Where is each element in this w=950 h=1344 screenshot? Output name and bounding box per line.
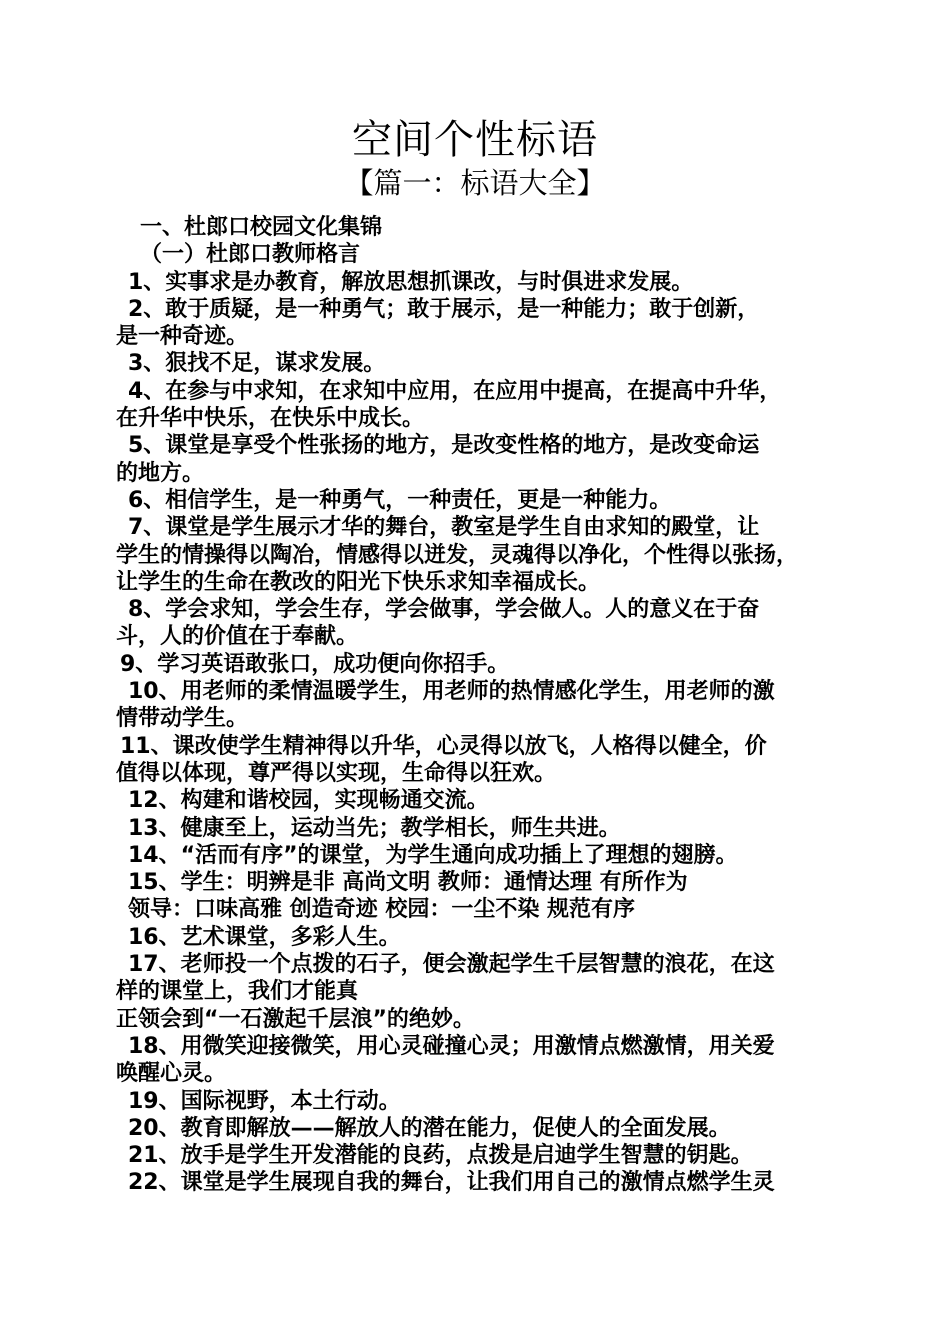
text-line: 21、放手是学生开发潜能的良药，点拨是启迪学生智慧的钥匙。 bbox=[128, 1143, 753, 1169]
text-line: 8、学会求知，学会生存，学会做事，学会做人。人的意义在于奋 bbox=[128, 597, 760, 623]
text-line: 正领会到“一石激起千层浪”的绝妙。 bbox=[116, 1006, 475, 1032]
text-line: 20、教育即解放——解放人的潜在能力，促使人的全面发展。 bbox=[128, 1115, 731, 1141]
text-line: 13、健康至上，运动当先；教学相长，师生共进。 bbox=[128, 815, 621, 841]
text-line: 的地方。 bbox=[116, 460, 205, 486]
text-line: 16、艺术课堂，多彩人生。 bbox=[128, 924, 401, 950]
text-line: 14、“活而有序”的课堂，为学生通向成功插上了理想的翅膀。 bbox=[128, 842, 738, 868]
text-line: 唤醒心灵。 bbox=[116, 1061, 227, 1087]
text-line: 4、在参与中求知，在求知中应用，在应用中提高，在提高中升华， bbox=[128, 378, 782, 404]
text-line: 学生的情操得以陶冶，情感得以迸发，灵魂得以净化，个性得以张扬， bbox=[116, 542, 799, 568]
text-line: 斗，人的价值在于奉献。 bbox=[116, 624, 359, 650]
text-line: 15、学生：明辨是非 高尚文明 教师：通情达理 有所作为 bbox=[128, 870, 688, 896]
text-line: 在升华中快乐，在快乐中成长。 bbox=[116, 406, 425, 432]
text-line: 情带动学生。 bbox=[116, 706, 249, 732]
text-line: 5、课堂是享受个性张扬的地方，是改变性格的地方，是改变命运 bbox=[128, 433, 760, 459]
text-line: 17、老师投一个点拨的石子，便会激起学生千层智慧的浪花，在这 bbox=[128, 952, 775, 978]
text-line: 19、国际视野，本土行动。 bbox=[128, 1088, 401, 1114]
text-line: 1、实事求是办教育，解放思想抓课改，与时俱进求发展。 bbox=[128, 269, 694, 295]
document-body bbox=[116, 214, 856, 1197]
text-line: （一）杜郎口教师格言 bbox=[140, 242, 361, 268]
text-line: 2、敢于质疑，是一种勇气；敢于展示，是一种能力；敢于创新， bbox=[128, 296, 760, 322]
text-line: 7、课堂是学生展示才华的舞台，教室是学生自由求知的殿堂，让 bbox=[128, 515, 760, 541]
page-subtitle: 【篇一：标语大全】 bbox=[344, 166, 606, 200]
text-line: 12、构建和谐校园，实现畅通交流。 bbox=[128, 788, 489, 814]
text-line: 一、杜郎口校园文化集锦 bbox=[140, 215, 383, 240]
page-title: 空间个性标语 bbox=[352, 117, 598, 163]
text-line: 让学生的生命在教改的阳光下快乐求知幸福成长。 bbox=[116, 569, 601, 595]
text-line: 是一种奇迹。 bbox=[116, 324, 249, 350]
text-line: 18、用微笑迎接微笑，用心灵碰撞心灵；用激情点燃激情，用关爱 bbox=[128, 1033, 775, 1059]
text-line: 22、课堂是学生展现自我的舞台，让我们用自己的激情点燃学生灵 bbox=[128, 1170, 775, 1196]
text-line: 3、狠找不足，谋求发展。 bbox=[128, 351, 386, 377]
text-line: 6、相信学生，是一种勇气，一种责任，更是一种能力。 bbox=[128, 487, 672, 513]
text-line: 11、课改使学生精神得以升华，心灵得以放飞，人格得以健全，价 bbox=[120, 733, 767, 759]
text-line: 值得以体现，尊严得以实现，生命得以狂欢。 bbox=[116, 760, 557, 786]
text-line: 9、学习英语敢张口，成功便向你招手。 bbox=[120, 651, 510, 677]
text-line: 10、用老师的柔情温暖学生，用老师的热情感化学生，用老师的激 bbox=[128, 679, 775, 705]
text-line: 样的课堂上，我们才能真 bbox=[116, 979, 359, 1005]
text-line: 领导：口味高雅 创造奇迹 校园：一尘不染 规范有序 bbox=[128, 897, 635, 923]
